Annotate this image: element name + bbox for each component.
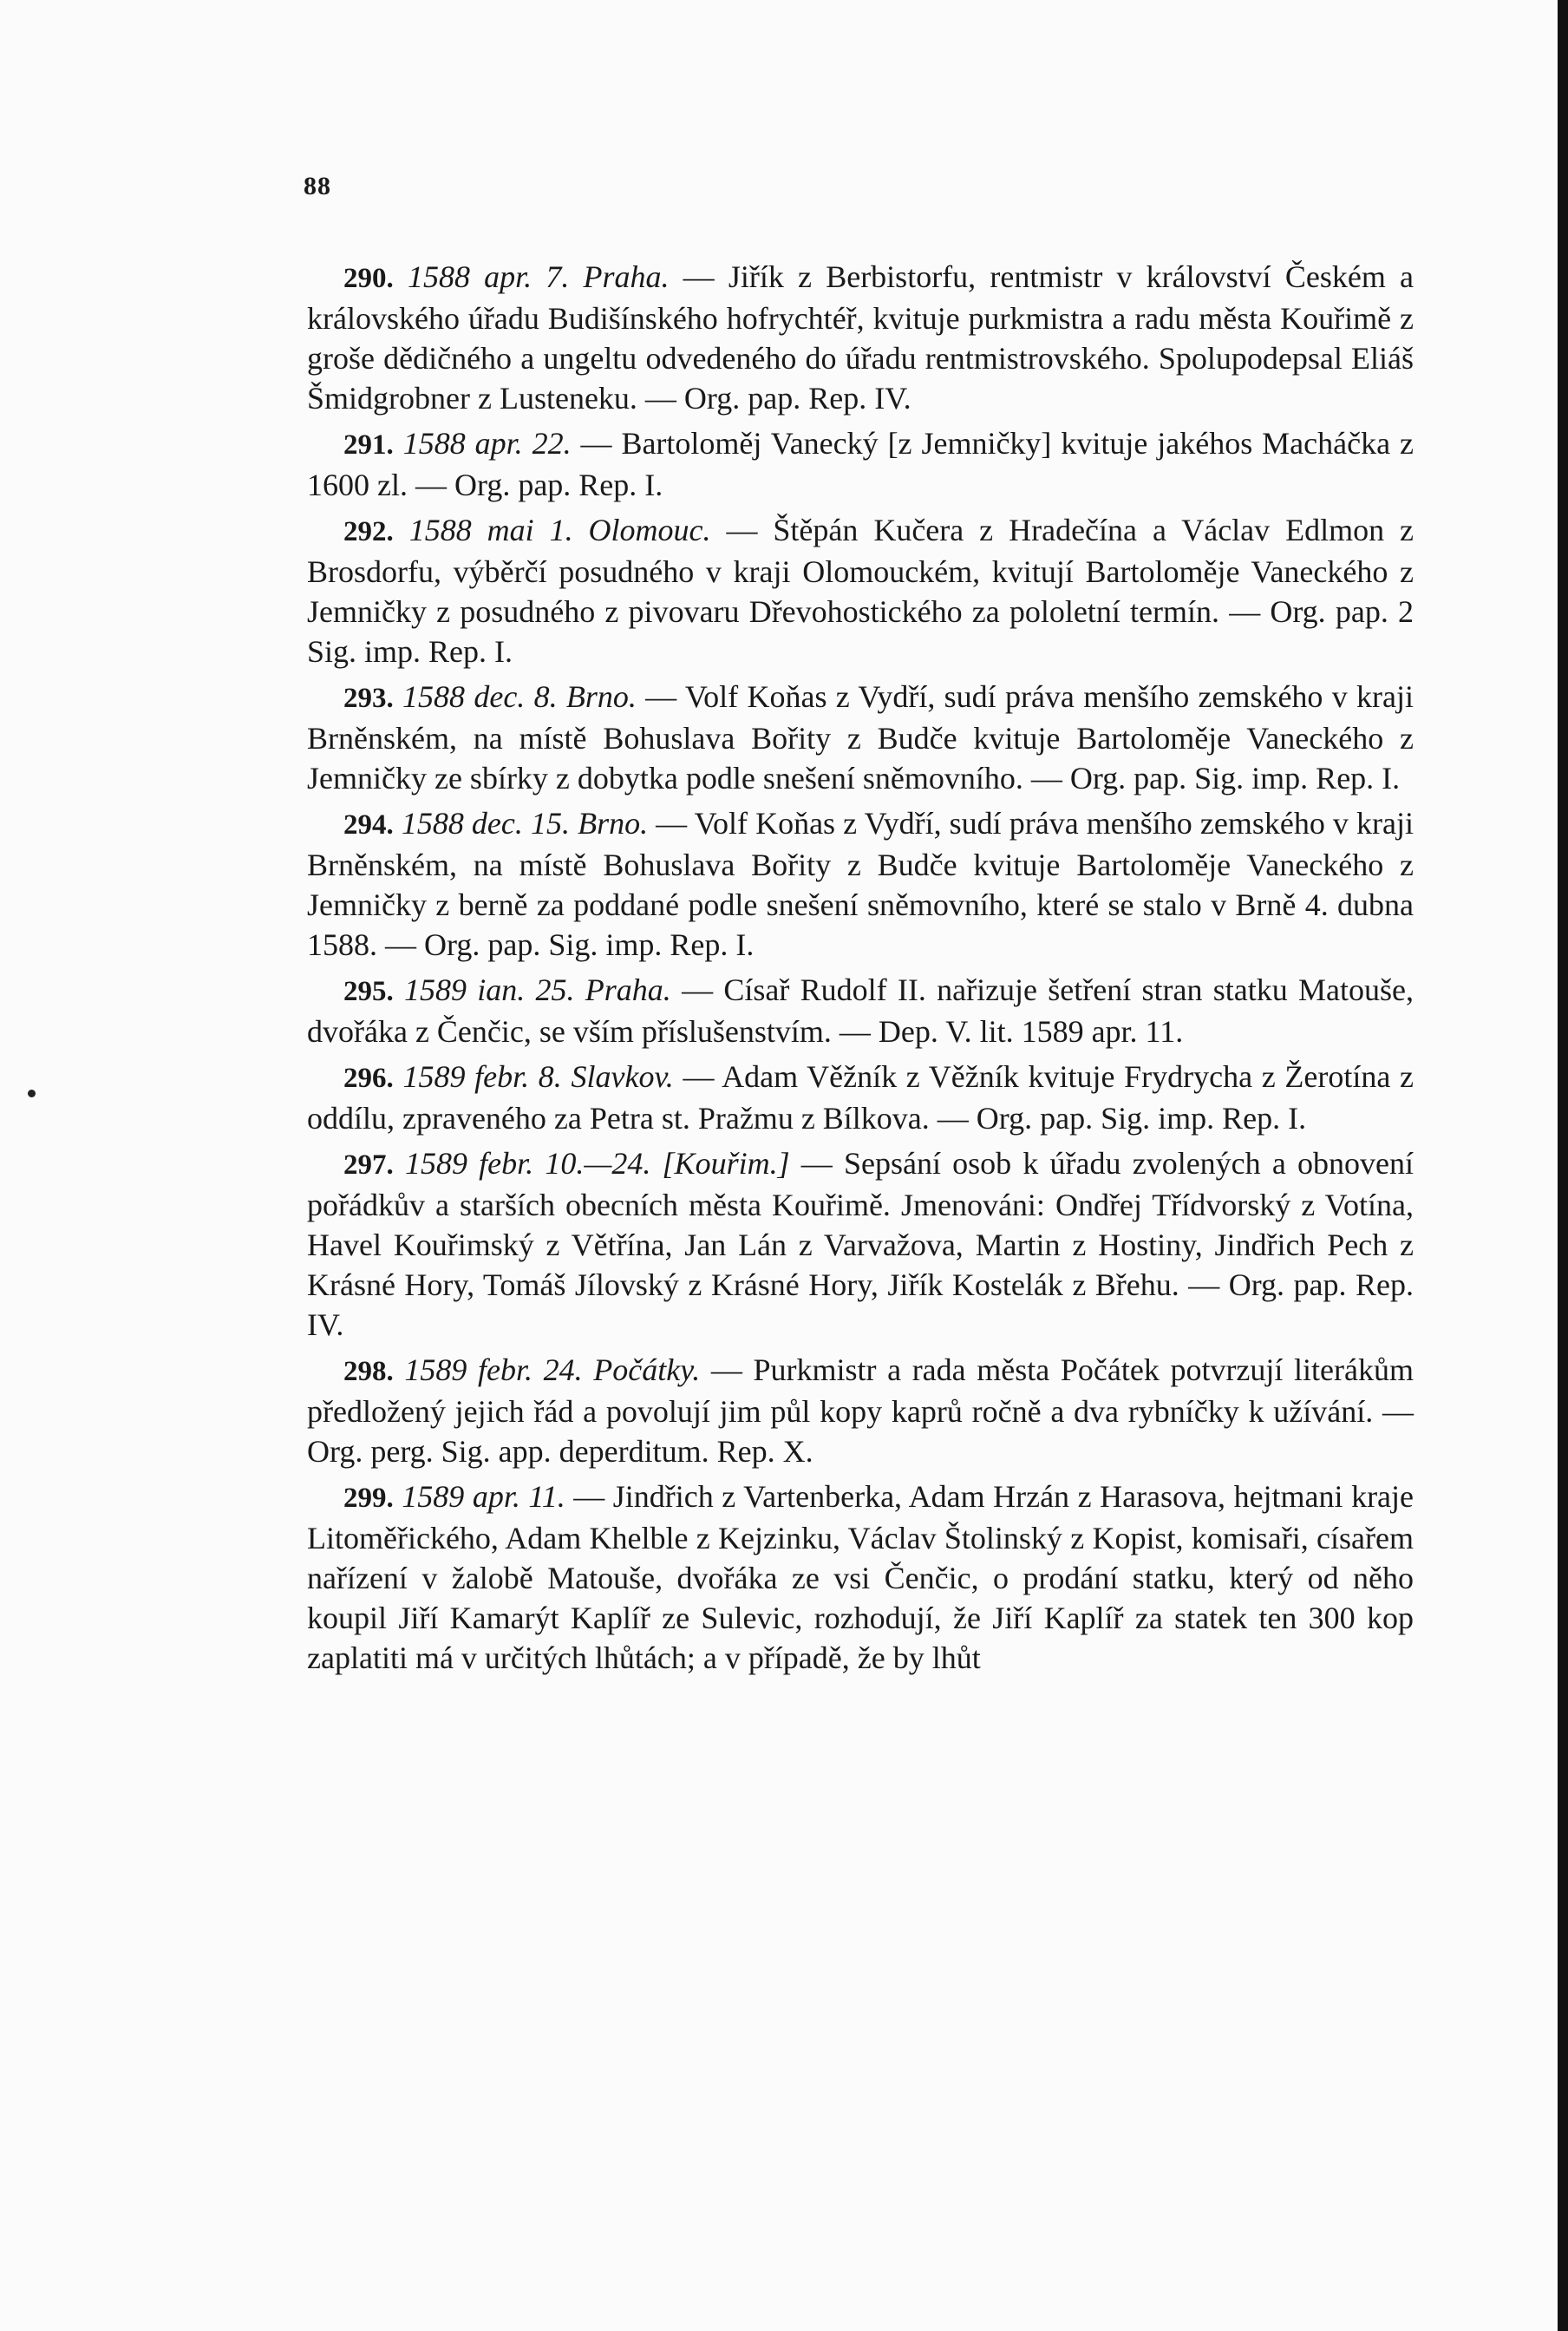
- entry-text: — Císař Rudolf II. nařizuje šetření stran statku Matouše, dvořáka z Čenčic, se vším příslušenstvím. — Dep. V. lit. 1589 apr. 11.: [307, 972, 1414, 1049]
- entry-date: 1588 mai 1. Olomouc.: [408, 513, 711, 547]
- entry-text: — Volf Koňas z Vydří, sudí práva menšího zemského v kraji Brněnském, na místě Bohuslava Bořity z Budče kvituje Bartoloměje Vaneckého z Jemničky ze sbírky z dobytka podle snešení sněmovního. — Org. pap. Sig. imp. Rep. I.: [307, 679, 1414, 796]
- entry-298: [307, 1350, 1414, 1471]
- entry-date: 1588 apr. 22.: [402, 426, 572, 461]
- entry-296: [307, 1057, 1414, 1138]
- entry-291: [307, 423, 1414, 505]
- entry-date: 1588 apr. 7. Praha.: [407, 259, 670, 294]
- page-number: 88: [304, 172, 331, 200]
- scan-border: [1558, 0, 1568, 2331]
- entry-text: — Jiřík z Berbistorfu, rentmistr v království Českém a královského úřadu Budišínského hofrychtéř, kvituje purkmistra a radu města Kouřimě z groše dědičného a ungeltu odvedeného do úřadu rentmistrovského. Spolupodepsal Eliáš Šmidgrobner z Lusteneku. — Org. pap. Rep. IV.: [307, 259, 1414, 416]
- margin-dot: [28, 1090, 36, 1097]
- entry-date: 1589 febr. 8. Slavkov.: [402, 1059, 674, 1094]
- entry-date: 1588 dec. 15. Brno.: [401, 806, 649, 841]
- document-body: [307, 257, 1414, 1683]
- entry-number: 297.: [343, 1149, 394, 1181]
- entry-number: 291.: [343, 429, 394, 461]
- entry-number: 290.: [343, 263, 394, 294]
- entry-number: 296.: [343, 1063, 394, 1094]
- entry-date: 1589 ian. 25. Praha.: [404, 972, 671, 1007]
- entry-text: — Adam Věžník z Věžník kvituje Frydrycha z Žerotína z oddílu, zpraveného za Petra st. Pražmu z Bílkova. — Org. pap. Sig. imp. Rep. I.: [307, 1059, 1414, 1136]
- entry-292: [307, 510, 1414, 671]
- entry-number: 298.: [343, 1356, 394, 1387]
- entry-date: 1588 dec. 8. Brno.: [402, 679, 637, 714]
- entry-text: — Bartoloměj Vanecký [z Jemničky] kvituje jakéhos Macháčka z 1600 zl. — Org. pap. Rep. I.: [307, 426, 1414, 502]
- entry-text: — Sepsání osob k úřadu zvolených a obnovení pořádkův a starších obecních města Kouřimě. Jmenováni: Ondřej Třídvorský z Votína, Havel Kouřimský z Větřína, Jan Lán z Varvažova, Martin z Hostiny, Jindřich Pech z Krásné Hory, Tomáš Jílovský z Krásné Hory, Jiřík Kostelák z Břehu. — Org. pap. Rep. IV.: [307, 1146, 1414, 1342]
- entry-date: 1589 febr. 24. Počátky.: [404, 1352, 701, 1387]
- entry-text: — Jindřich z Vartenberka, Adam Hrzán z Harasova, hejtmani kraje Litoměřického, Adam Khelble z Kejzinku, Václav Štolinský z Kopist, komisaři, císařem nařízení v žalobě Matouše, dvořáka ze vsi Čenčic, o prodání statku, který od něho koupil Jiří Kamarýt Kaplíř ze Sulevic, rozhodují, že Jiří Kaplíř za statek ten 300 kop zaplatiti má v určitých lhůtách; a v případě, že by lhůt: [307, 1479, 1414, 1675]
- entry-text: — Volf Koňas z Vydří, sudí práva menšího zemského v kraji Brněnském, na místě Bohuslava Bořity z Budče kvituje Bartoloměje Vaneckého z Jemničky z berně za poddané podle snešení sněmovního, které se stalo v Brně 4. dubna 1588. — Org. pap. Sig. imp. Rep. I.: [307, 806, 1414, 962]
- entry-text: — Štěpán Kučera z Hradečína a Václav Edlmon z Brosdorfu, výběrčí posudného v kraji Olomouckém, kvitují Bartoloměje Vaneckého z Jemničky z posudného z pivovaru Dřevohostického za pololetní termín. — Org. pap. 2 Sig. imp. Rep. I.: [307, 513, 1414, 669]
- entry-number: 294.: [343, 809, 394, 841]
- entry-number: 293.: [343, 683, 394, 714]
- entry-number: 295.: [343, 976, 394, 1007]
- entry-290: [307, 257, 1414, 418]
- entry-number: 299.: [343, 1483, 394, 1514]
- entry-text: — Purkmistr a rada města Počátek potvrzují literákům předložený jejich řád a povolují jim půl kopy kaprů ročně a dva rybníčky k užívání. — Org. perg. Sig. app. deperditum. Rep. X.: [307, 1352, 1414, 1469]
- entry-297: [307, 1143, 1414, 1345]
- entry-date: 1589 apr. 11.: [402, 1479, 565, 1514]
- entry-295: [307, 970, 1414, 1051]
- entry-299: [307, 1477, 1414, 1678]
- entry-number: 292.: [343, 516, 394, 547]
- entry-293: [307, 677, 1414, 798]
- entry-date: 1589 febr. 10.—24. [Kouřim.]: [404, 1146, 790, 1181]
- entry-294: [307, 803, 1414, 965]
